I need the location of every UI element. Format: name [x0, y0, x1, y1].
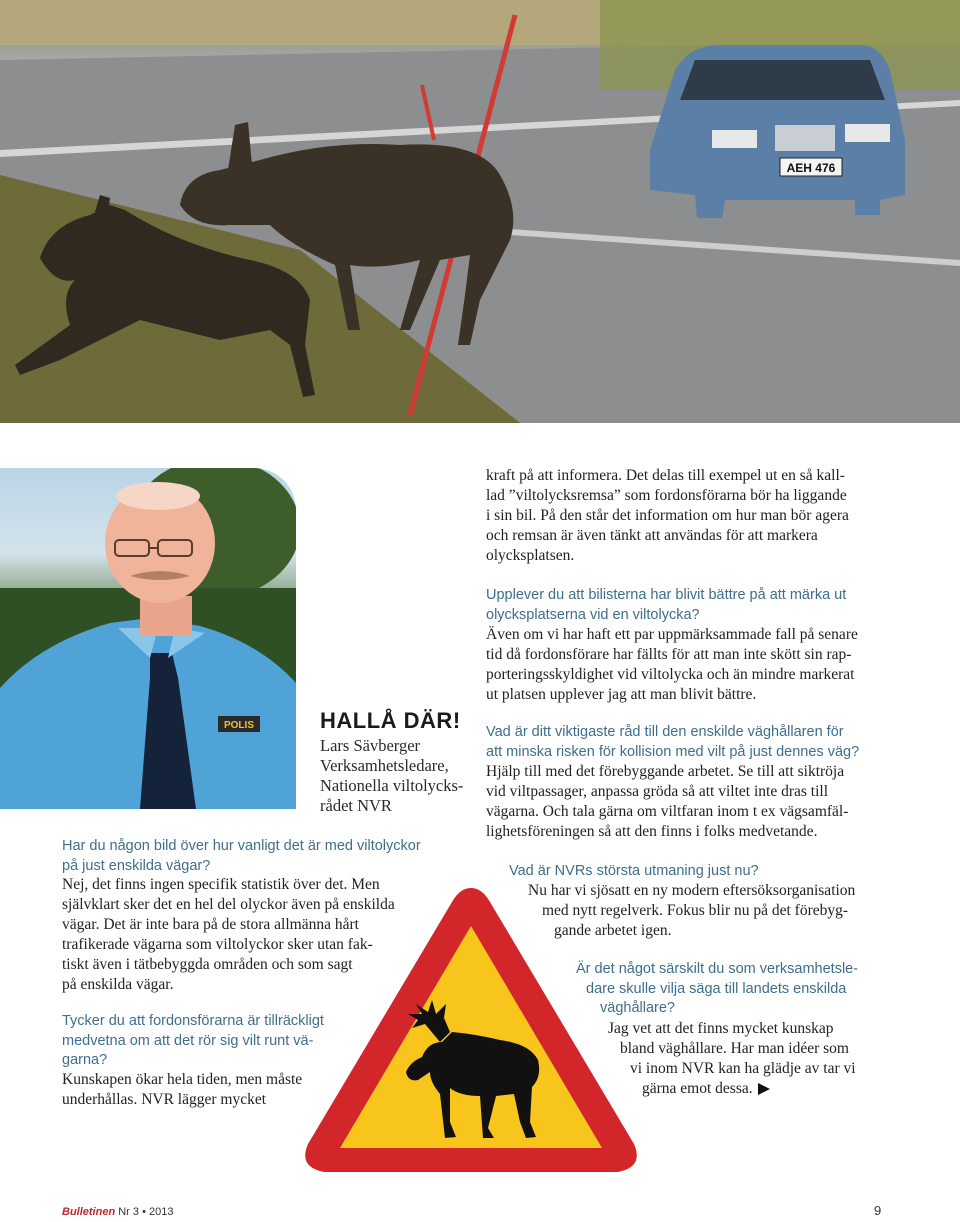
portrait-photo	[0, 468, 296, 809]
footer-brand	[62, 1206, 173, 1218]
answer: kraft på att informera. Det delas till exempel ut en så kall- lad ”viltolycksremsa” som fordonsförarna bör ha liggande i sin bil. På den står det information om hur man bör agera och remsan är även tänkt att användas för att markera olycksplatsen.	[486, 467, 849, 564]
answer: Jag vet att det finns mycket kunskap bland väghållare. Har man idéer som vi inom NVR kan ha glädje av tar vi gärna emot dessa.	[608, 1020, 856, 1097]
police-badge: POLIS	[223, 720, 255, 731]
answer: Nu har vi sjösatt en ny modern eftersöksorganisation med nytt regelverk. Fokus blir nu på det förebyg- gande arbetet igen.	[528, 882, 856, 939]
interviewee-name: Lars Sävberger	[320, 736, 421, 755]
interviewee-role-line: Nationella viltolycks-	[320, 776, 464, 795]
answer: Hjälp till med det förebyggande arbetet. Se till att siktröja vid viltpassager, anpassa gröda så att viltet inte dras till vägarna. Och tala gärna om viltfaran inom t ex vägsamfäl- lighetsföreningen så att den finns i folks medvetande.	[486, 763, 849, 840]
question: Upplever du att bilisterna har blivit bättre på att märka ut olycksplatserna vid en viltolycka?	[486, 587, 847, 623]
question: Är det något särskilt du som verksamhetsle- dare skulle vilja säga till landets enskilda väghållare?	[576, 961, 859, 1016]
question: Tycker du att fordonsförarna är tillräckligt medvetna om att det rör sig vilt runt vä- garna?	[62, 1013, 324, 1068]
publication-name: Bulletinen	[62, 1206, 116, 1218]
question: Har du någon bild över hur vanligt det är med viltolyckor på just enskilda vägar?	[62, 838, 421, 874]
interviewee-role-line: rådet NVR	[320, 796, 392, 815]
car	[650, 45, 905, 218]
license-plate: AEH 476	[786, 161, 836, 175]
answer: Även om vi har haft ett par uppmärksammade fall på senare tid då fordonsförare har fällts för att man inte skött sin rap- porteringsskyldighet vid viltolycka och än mindre markerat ut platsen upplever jag att man blivit bättre.	[486, 626, 858, 703]
question: Vad är ditt viktigaste råd till den enskilde väghållaren för att minska risken för kollision med vilt på just dennes väg?	[486, 724, 860, 760]
moose-road-photo	[0, 0, 960, 423]
issue-number: Nr 3 • 2013	[118, 1206, 174, 1218]
end-of-article-icon	[757, 1082, 771, 1096]
answer: Nej, det finns ingen specifik statistik över det. Men självklart sker det en hel del olyckor även på enskilda vägar. Det är inte bara på de stora allmänna hårt trafikerade vägarna som viltolyckor sker utan fak- tiskt även i tätbebyggda områden och som sagt på enskilda vägar.	[62, 876, 395, 993]
question: Vad är NVRs största utmaning just nu?	[509, 863, 759, 879]
interviewee-role-line: Verksamhetsledare,	[320, 756, 449, 775]
answer: Kunskapen ökar hela tiden, men måste underhållas. NVR lägger mycket	[62, 1071, 303, 1108]
page-number: 9	[874, 1203, 882, 1218]
interview-title: HALLÅ DÄR!	[320, 708, 461, 733]
